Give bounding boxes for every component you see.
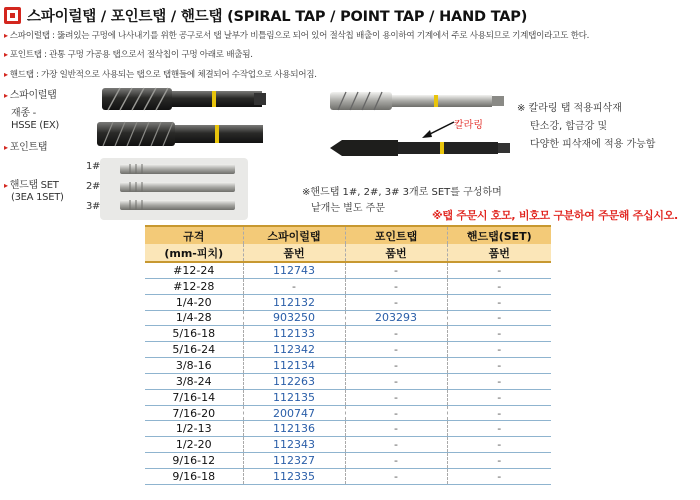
triangle-bullet-icon: ▸ (4, 91, 8, 100)
cell-point: - (345, 358, 447, 374)
page-title: 스파이럴탭 / 포인트탭 / 핸드탭 (SPIRAL TAP / POINT TAP / HAND TAP) (27, 9, 528, 25)
cell-point: - (345, 453, 447, 469)
cell-point: - (345, 468, 447, 484)
cell-spiral: 903250 (243, 310, 345, 326)
cell-size: 9/16-18 (145, 468, 243, 484)
cell-size: 3/8-16 (145, 358, 243, 374)
table-row (145, 294, 551, 310)
description-spiral: ▸ 스파이럴탭 : 뚫려있는 구멍에 나사내기를 위한 공구로서 탭 날부가 비틀림으로 되어 있어 절삭칩 배출이 용이하여 기계에서 주로 사용되므로 기계탭이라고도 한다. (4, 31, 590, 41)
label-material-1: 재종 - (11, 108, 36, 119)
cell-spiral: 112343 (243, 437, 345, 453)
hand-tap-label-3: 3# (86, 201, 101, 212)
table-row (145, 358, 551, 374)
cell-point: - (345, 262, 447, 278)
cell-hand: - (447, 405, 551, 421)
cell-spiral: 112743 (243, 262, 345, 278)
spiral-tap-image-top (100, 82, 270, 116)
triangle-bullet-icon: ▸ (4, 70, 8, 79)
header-spiral: 스파이럴탭 (243, 226, 345, 244)
table-row (145, 421, 551, 437)
cell-size: 1/4-20 (145, 294, 243, 310)
cell-spiral: 112335 (243, 468, 345, 484)
cell-hand: - (447, 326, 551, 342)
table-row (145, 262, 551, 278)
triangle-bullet-icon: ▸ (4, 143, 8, 152)
header-hand: 핸드탭(SET) (447, 226, 551, 244)
cell-hand: - (447, 358, 551, 374)
cell-size: 9/16-12 (145, 453, 243, 469)
label-point: ▸ 포인트탭 (4, 142, 48, 153)
cell-point: - (345, 437, 447, 453)
table-row (145, 389, 551, 405)
cell-hand: - (447, 373, 551, 389)
cell-spiral: 112132 (243, 294, 345, 310)
cell-point: - (345, 278, 447, 294)
cell-hand: - (447, 342, 551, 358)
square-bullet-icon (4, 7, 21, 24)
spiral-tap-image-bottom (95, 118, 270, 150)
cell-size: #12-28 (145, 278, 243, 294)
hand-tap-set-image (100, 158, 250, 220)
note-material-2: 탄소강, 합금강 및 (530, 121, 608, 132)
cell-spiral: 200747 (243, 405, 345, 421)
note-set-2: 낱개는 별도 주문 (311, 203, 385, 214)
hand-tap-label-2: 2# (86, 181, 101, 192)
cell-spiral: 112135 (243, 389, 345, 405)
table-row (145, 437, 551, 453)
label-material-2: HSSE (EX) (11, 120, 59, 131)
cell-spiral: 112136 (243, 421, 345, 437)
cell-size: 3/8-24 (145, 373, 243, 389)
header-part-no: 품번 (345, 244, 447, 262)
cell-size: 1/2-13 (145, 421, 243, 437)
cell-size: 5/16-24 (145, 342, 243, 358)
arrow-icon (420, 118, 456, 142)
header-size-sub: (mm-피치) (145, 244, 243, 262)
triangle-bullet-icon: ▸ (4, 50, 8, 59)
table-row (145, 468, 551, 484)
table-row (145, 278, 551, 294)
cell-hand: - (447, 310, 551, 326)
header-part-no: 품번 (243, 244, 345, 262)
order-notice: ※탭 주문시 호모, 비호모 구분하여 주문해 주십시오. (432, 209, 678, 222)
cell-hand: - (447, 278, 551, 294)
table-row (145, 342, 551, 358)
cell-hand: - (447, 294, 551, 310)
cell-spiral: - (243, 278, 345, 294)
description-hand: ▸ 핸드탭 : 가장 일반적으로 사용되는 탭으로 탭핸들에 체결되어 수작업으로 사용되어짐. (4, 70, 317, 80)
cell-point: - (345, 326, 447, 342)
label-spiral: ▸ 스파이럴탭 (4, 90, 57, 101)
note-material-3: 다양한 피삭재에 적용 가능함 (530, 139, 656, 150)
table-row (145, 326, 551, 342)
cell-point: - (345, 294, 447, 310)
cell-size: 5/16-18 (145, 326, 243, 342)
cell-size: 1/2-20 (145, 437, 243, 453)
table-row (145, 373, 551, 389)
header-size: 규격 (145, 226, 243, 244)
cell-spiral: 112133 (243, 326, 345, 342)
header-point: 포인트탭 (345, 226, 447, 244)
cell-spiral: 112263 (243, 373, 345, 389)
cell-hand: - (447, 262, 551, 278)
triangle-bullet-icon: ▸ (4, 31, 8, 40)
cell-point: - (345, 373, 447, 389)
label-hand-set: ▸ 핸드탭 SET (4, 180, 59, 191)
note-set-1: ※핸드탭 1#, 2#, 3# 3개로 SET를 구성하며 (302, 187, 502, 198)
triangle-bullet-icon: ▸ (4, 181, 8, 190)
collar-ring-label: 칼라링 (454, 120, 483, 131)
cell-spiral: 112327 (243, 453, 345, 469)
cell-size: 7/16-14 (145, 389, 243, 405)
title-bar (4, 5, 527, 26)
cell-hand: - (447, 437, 551, 453)
cell-size: 7/16-20 (145, 405, 243, 421)
hand-tap-label-1: 1# (86, 161, 101, 172)
cell-point: 203293 (345, 310, 447, 326)
cell-size: 1/4-28 (145, 310, 243, 326)
point-tap-image-silver (328, 86, 508, 116)
cell-hand: - (447, 453, 551, 469)
cell-spiral: 112342 (243, 342, 345, 358)
header-part-no: 품번 (447, 244, 551, 262)
table-row (145, 453, 551, 469)
cell-point: - (345, 421, 447, 437)
description-point: ▸ 포인트탭 : 관통 구멍 가공용 탭으로서 절삭칩이 구멍 아래로 배출됨. (4, 50, 253, 60)
cell-size: #12-24 (145, 262, 243, 278)
spec-table (145, 225, 551, 485)
cell-point: - (345, 389, 447, 405)
cell-hand: - (447, 389, 551, 405)
label-hand-set-qty: (3EA 1SET) (11, 192, 64, 203)
cell-hand: - (447, 421, 551, 437)
table-row (145, 310, 551, 326)
cell-hand: - (447, 468, 551, 484)
table-row (145, 405, 551, 421)
cell-point: - (345, 405, 447, 421)
cell-point: - (345, 342, 447, 358)
cell-spiral: 112134 (243, 358, 345, 374)
note-material-1: ※ 칼라링 탭 적용피삭재 (517, 103, 622, 114)
